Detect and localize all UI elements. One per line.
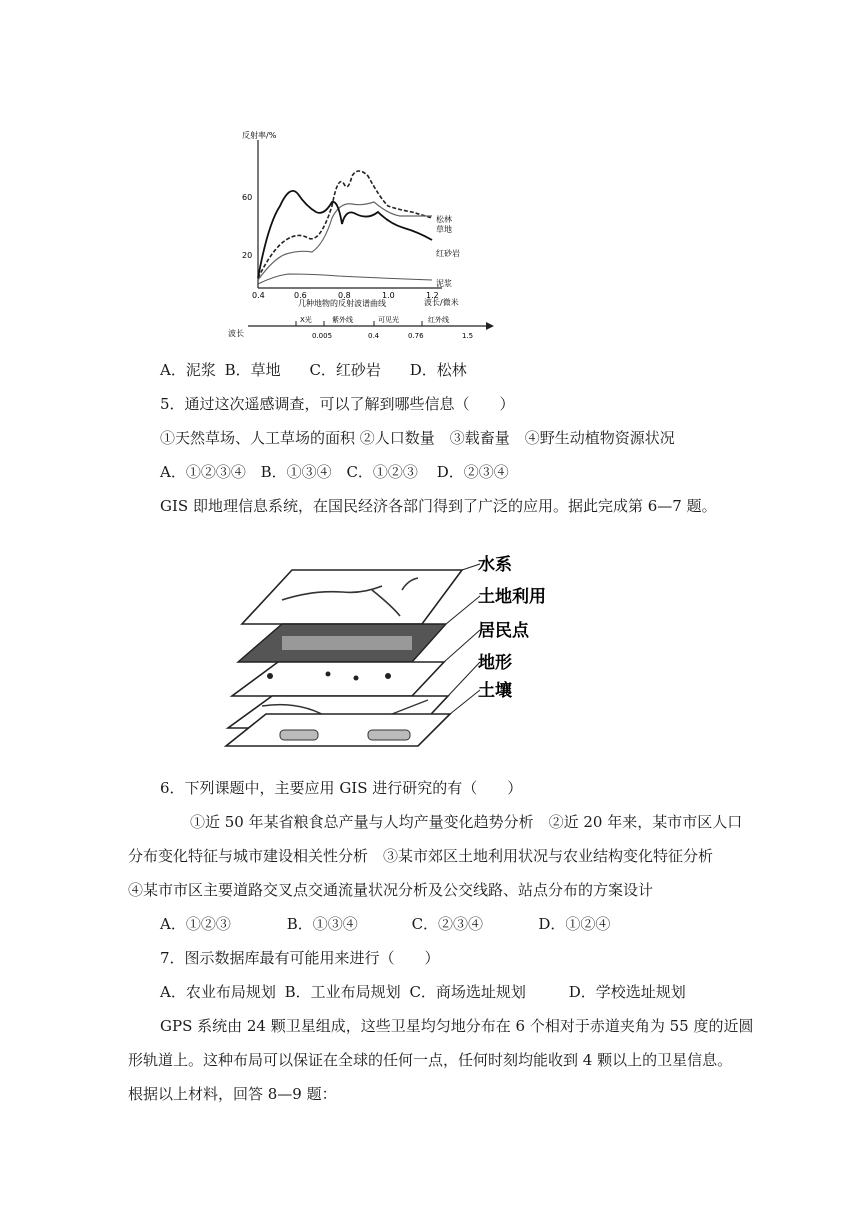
q7-stem: 7．图示数据库最有可能用来进行（ ） xyxy=(160,949,440,967)
figure-caption: 几种地物的反射波谱曲线 xyxy=(298,299,386,308)
q7-option-a: A．农业布局规划 xyxy=(160,983,276,1001)
q7-options xyxy=(160,982,686,1002)
q4-option-a: A．泥浆 xyxy=(160,361,216,379)
series-label-pine: 松林 xyxy=(436,215,452,224)
q4-options xyxy=(160,360,467,380)
q7-option-b: B．工业布局规划 xyxy=(284,983,401,1001)
q6-items-line1: ①近 50 年某省粮食总产量与人均产量变化趋势分析 ②近 20 年来，某市市区人口 xyxy=(190,813,743,831)
band-tick-label: 0.4 xyxy=(368,332,380,340)
q6-stem: 6．下列课题中，主要应用 GIS 进行研究的有（ ） xyxy=(160,779,523,797)
x-tick: 0.8 xyxy=(338,291,351,300)
q6-items-line2: 分布变化特征与城市建设相关性分析 ③某市郊区土地利用状况与农业结构变化特征分析 xyxy=(128,847,714,865)
gps-line3: 根据以上材料，回答 8—9 题： xyxy=(128,1085,337,1103)
band-name: X光 xyxy=(300,316,312,324)
q4-option-b: B．草地 xyxy=(224,361,281,379)
series-label-sandstone: 红砂岩 xyxy=(436,249,460,258)
gis-intro: GIS 即地理信息系统，在国民经济各部门得到了广泛的应用。据此完成第 6—7 题。 xyxy=(160,497,717,515)
gps-line1: GPS 系统由 24 颗卫星组成，这些卫星均匀地分布在 6 个相对于赤道夹角为 55 度的近圆 xyxy=(160,1017,754,1035)
series-label-grass: 草地 xyxy=(436,225,452,234)
q6-option-c: C．②③④ xyxy=(411,915,484,933)
layer-label-terrain: 地形 xyxy=(478,653,512,673)
x-tick: 0.4 xyxy=(252,291,265,300)
x-axis-label: 波长/微米 xyxy=(424,298,459,307)
q5-option-d: D．②③④ xyxy=(436,463,509,481)
band-name: 紫外线 xyxy=(332,316,353,324)
y-tick-20: 20 xyxy=(242,251,253,260)
band-tick-label: 0.005 xyxy=(312,332,333,340)
curve-pine-forest xyxy=(258,171,432,278)
layer-water-system xyxy=(242,570,462,624)
q5-option-b: B．①③④ xyxy=(260,463,332,481)
layer-settlements xyxy=(232,662,444,696)
gis-layers-figure xyxy=(222,550,590,750)
q6-options xyxy=(160,914,610,934)
q6-items-line3: ④某市市区主要道路交叉点交通流量状况分析及公交线路、站点分布的方案设计 xyxy=(128,881,654,899)
q5-option-a: A．①②③④ xyxy=(160,463,246,481)
band-axis-arrow xyxy=(486,322,494,330)
y-axis-label: 反射率/% xyxy=(242,131,277,140)
q5-options xyxy=(160,462,509,482)
x-tick: 1.0 xyxy=(382,291,395,300)
layer-label-water: 水系 xyxy=(478,555,512,575)
layer-land-use xyxy=(238,624,446,662)
layer-label-land-use: 土地利用 xyxy=(478,587,546,607)
q7-option-c: C．商场选址规划 xyxy=(409,983,526,1001)
band-name: 红外线 xyxy=(428,316,449,324)
series-label-mud: 泥浆 xyxy=(436,279,452,288)
band-tick-label: 1.5 xyxy=(462,332,474,340)
layer-label-soil: 土壤 xyxy=(478,681,512,701)
q5-stem: 5．通过这次遥感调查，可以了解到哪些信息（ ） xyxy=(160,395,515,413)
q5-items: ①天然草场、人工草场的面积 ②人口数量 ③载畜量 ④野生动植物资源状况 xyxy=(160,429,675,447)
band-name: 可见光 xyxy=(378,316,399,324)
x-tick: 1.2 xyxy=(426,291,439,300)
q4-option-c: C．红砂岩 xyxy=(309,361,381,379)
band-tick-label: 0.76 xyxy=(408,332,424,340)
layer-label-settlements: 居民点 xyxy=(478,621,529,641)
reflectance-spectrum-figure xyxy=(228,128,498,344)
y-tick-60: 60 xyxy=(242,193,253,202)
q7-option-d: D．学校选址规划 xyxy=(568,983,686,1001)
layer-soil xyxy=(226,714,450,746)
q6-option-a: A．①②③ xyxy=(160,915,231,933)
q6-option-b: B．①③④ xyxy=(286,915,358,933)
curve-mud xyxy=(258,274,432,284)
band-axis-label: 波长 xyxy=(228,329,244,338)
q5-option-c: C．①②③ xyxy=(346,463,418,481)
gps-line2: 形轨道上。这种布局可以保证在全球的任何一点，任何时刻均能收到 4 颗以上的卫星信息。 xyxy=(128,1051,733,1069)
q6-option-d: D．①②④ xyxy=(538,915,611,933)
q4-option-d: D．松林 xyxy=(409,361,467,379)
x-tick: 0.6 xyxy=(294,291,307,300)
